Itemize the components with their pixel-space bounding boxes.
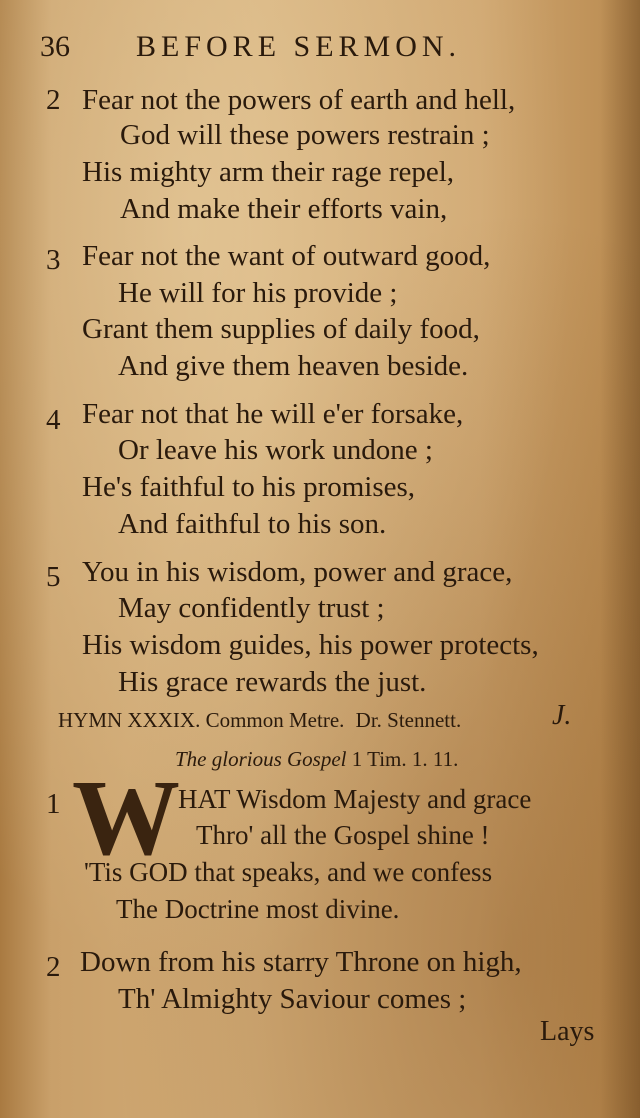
page-edge-shadow [600, 0, 640, 1118]
verse-line: Fear not the want of outward good, [82, 240, 491, 272]
page-number: 36 [40, 30, 70, 63]
drop-cap: W [72, 759, 180, 878]
verse-line: He will for his provide ; [118, 277, 398, 309]
verse-line: His mighty arm their rage repel, [82, 156, 455, 188]
verse-line: His grace rewards the just. [118, 666, 427, 698]
hymn-subtitle [175, 747, 458, 772]
hymn-author: Dr. Stennett. [355, 708, 462, 732]
verse-line: Grant them supplies of daily food, [82, 313, 480, 345]
verse-line: May confidently trust ; [118, 592, 385, 624]
verse-line: HAT Wisdom Majesty and grace [178, 784, 532, 814]
verse-line: Or leave his work undone ; [118, 434, 433, 466]
verse-line: God will these powers restrain ; [120, 119, 490, 151]
stanza-number: 2 [46, 84, 61, 116]
hymn-subtitle-text: The glorious Gospel [175, 747, 347, 771]
catchword: Lays [540, 1016, 595, 1047]
verse-line: Down from his starry Throne on high, [80, 946, 522, 978]
verse-line: You in his wisdom, power and grace, [82, 556, 513, 588]
stanza-number: 2 [46, 951, 61, 983]
running-head: BEFORE SERMON. [136, 30, 462, 63]
verse-line: 'Tis GOD that speaks, and we confess [84, 857, 493, 887]
verse-line: The Doctrine most divine. [116, 894, 400, 924]
verse-line: He's faithful to his promises, [82, 471, 416, 503]
stanza-number: 4 [46, 404, 61, 436]
hymn-metre: Common Metre. [205, 708, 345, 732]
verse-line: Fear not the powers of earth and hell, [82, 84, 516, 116]
verse-line: Thro' all the Gospel shine ! [196, 820, 490, 850]
verse-line: And make their efforts vain, [120, 193, 448, 225]
hymn-heading [58, 708, 461, 733]
verse-line: And give them heaven beside. [118, 350, 469, 382]
hymn-title: HYMN XXXIX. [58, 708, 201, 732]
stanza-number: 1 [46, 788, 61, 820]
verse-line: Th' Almighty Saviour comes ; [118, 983, 467, 1015]
verse-line: Fear not that he will e'er forsake, [82, 398, 464, 430]
stanza-number: 3 [46, 244, 61, 276]
verse-line: His wisdom guides, his power protects, [82, 629, 539, 661]
hymn-scripture-ref: 1 Tim. 1. 11. [351, 747, 459, 771]
verse-line: And faithful to his son. [118, 508, 387, 540]
page-header [40, 30, 600, 70]
hymn-initial: J. [552, 700, 572, 731]
stanza-number: 5 [46, 561, 61, 593]
